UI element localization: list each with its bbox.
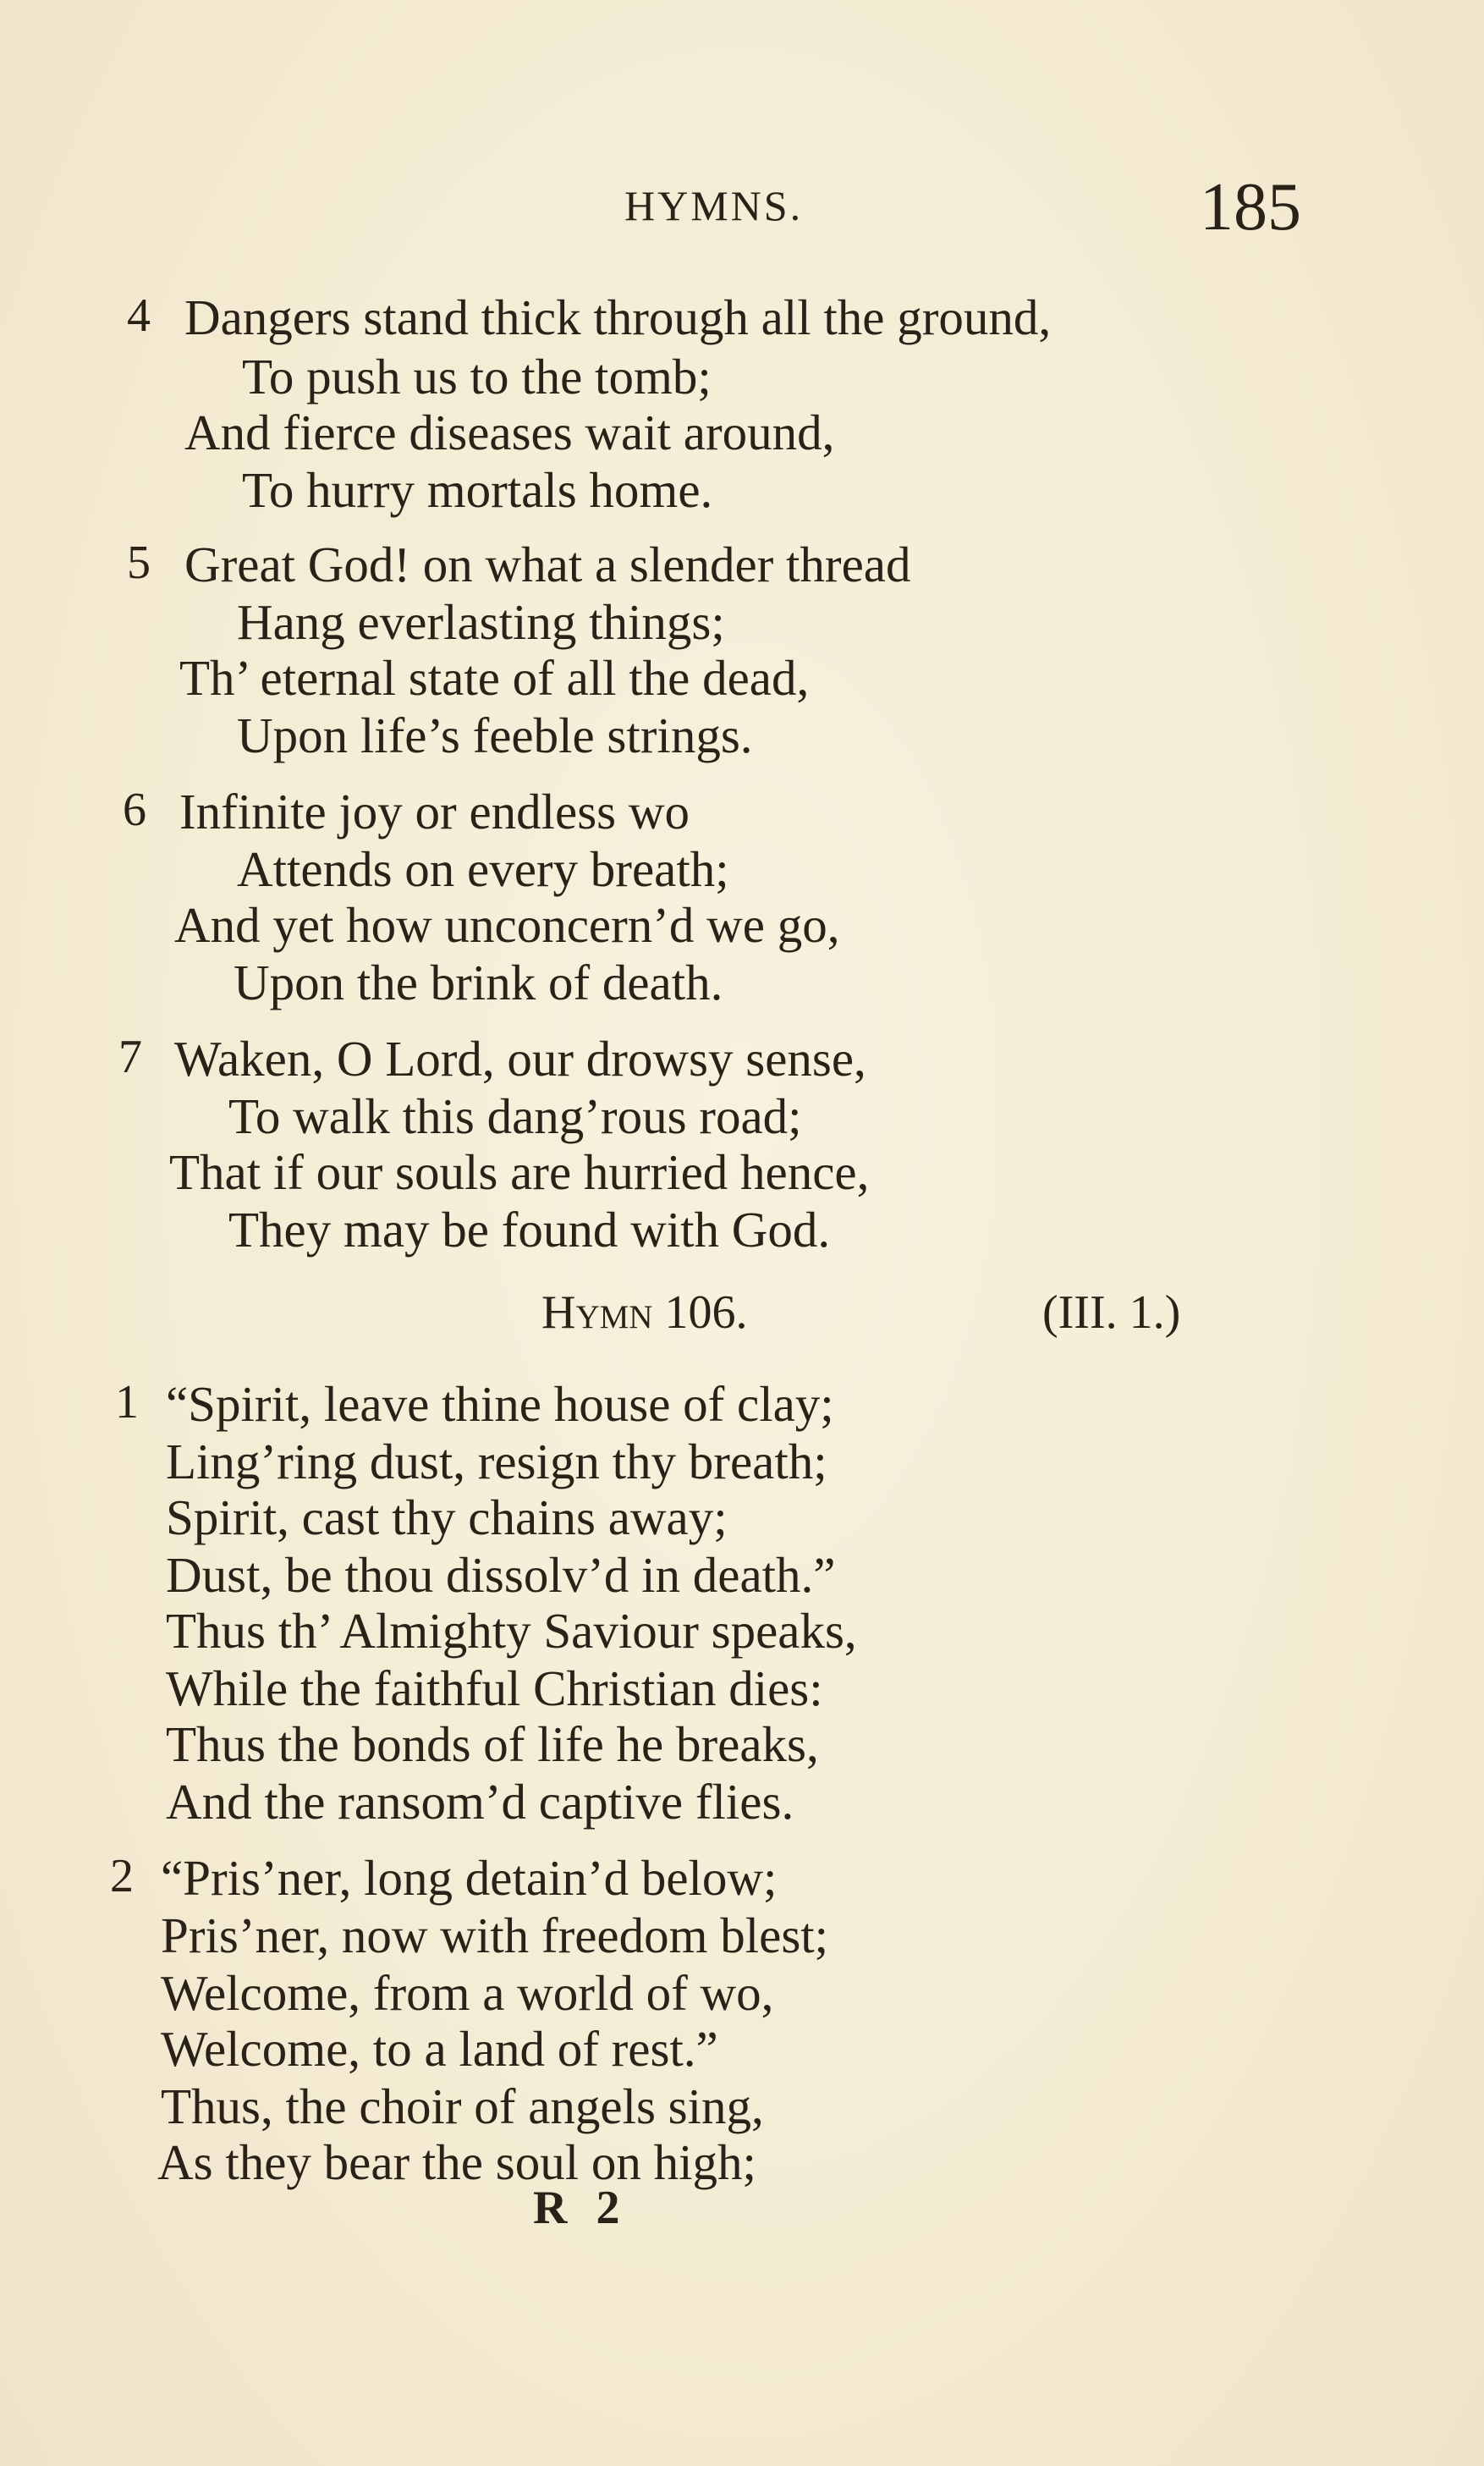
verse-line: They may be found with God. xyxy=(228,1202,831,1258)
verse-line: While the faithful Christian dies: xyxy=(166,1660,823,1716)
verse-line: To hurry mortals home. xyxy=(242,462,713,518)
signature-mark: R 2 xyxy=(533,2182,629,2234)
verse-line: And yet how unconcern’d we go, xyxy=(174,897,840,953)
verse-line: Thus th’ Almighty Saviour speaks, xyxy=(166,1603,857,1659)
running-head xyxy=(0,169,1484,245)
stanza-number: 4 xyxy=(127,289,151,342)
verse-line: As they bear the soul on high; xyxy=(157,2134,756,2190)
verse-line: Th’ eternal state of all the dead, xyxy=(179,650,810,706)
verse-line: “Spirit, leave thine house of clay; xyxy=(166,1376,834,1432)
verse-line: Welcome, to a land of rest.” xyxy=(161,2021,718,2077)
verse-line: Thus the bonds of life he breaks, xyxy=(166,1716,819,1772)
verse-line: Infinite joy or endless wo xyxy=(179,784,690,839)
verse-line: Welcome, from a world of wo, xyxy=(161,1965,774,2021)
verse-line: Upon the brink of death. xyxy=(234,955,723,1010)
stanza-number: 1 xyxy=(115,1376,139,1428)
verse-line: Attends on every breath; xyxy=(237,841,729,897)
verse-line: And the ransom’d captive flies. xyxy=(166,1774,794,1830)
stanza-number: 2 xyxy=(110,1850,134,1902)
page-number: 185 xyxy=(1200,170,1301,245)
verse-line: Waken, O Lord, our drowsy sense, xyxy=(174,1031,866,1087)
stanza-number: 7 xyxy=(118,1031,142,1083)
hymn-meter: (III. 1.) xyxy=(1042,1286,1181,1339)
verse-line: Thus, the choir of angels sing, xyxy=(161,2078,764,2134)
verse-line: Spirit, cast thy chains away; xyxy=(166,1489,728,1545)
verse-line: Dangers stand thick through all the ground, xyxy=(184,289,1052,345)
verse-line: Pris’ner, now with freedom blest; xyxy=(161,1907,829,1963)
stanza-number: 5 xyxy=(127,537,151,589)
verse-line: To push us to the tomb; xyxy=(242,349,712,405)
verse-line: That if our souls are hurried hence, xyxy=(169,1144,870,1200)
verse-line: Upon life’s feeble strings. xyxy=(237,707,753,763)
running-title: HYMNS. xyxy=(624,182,804,229)
stanza-number: 6 xyxy=(123,784,146,836)
verse-line: And fierce diseases wait around, xyxy=(184,405,835,460)
hymn-title: Hymn 106. xyxy=(541,1286,748,1339)
verse-line: To walk this dang’rous road; xyxy=(228,1088,802,1144)
verse-line: Hang everlasting things; xyxy=(237,594,725,650)
verse-line: “Pris’ner, long detain’d below; xyxy=(161,1850,778,1906)
verse-line: Ling’ring dust, resign thy breath; xyxy=(166,1434,827,1489)
verse-line: Dust, be thou dissolv’d in death.” xyxy=(166,1547,836,1603)
hymn-heading xyxy=(0,1283,1484,1351)
verse-line: Great God! on what a slender thread xyxy=(184,537,911,592)
